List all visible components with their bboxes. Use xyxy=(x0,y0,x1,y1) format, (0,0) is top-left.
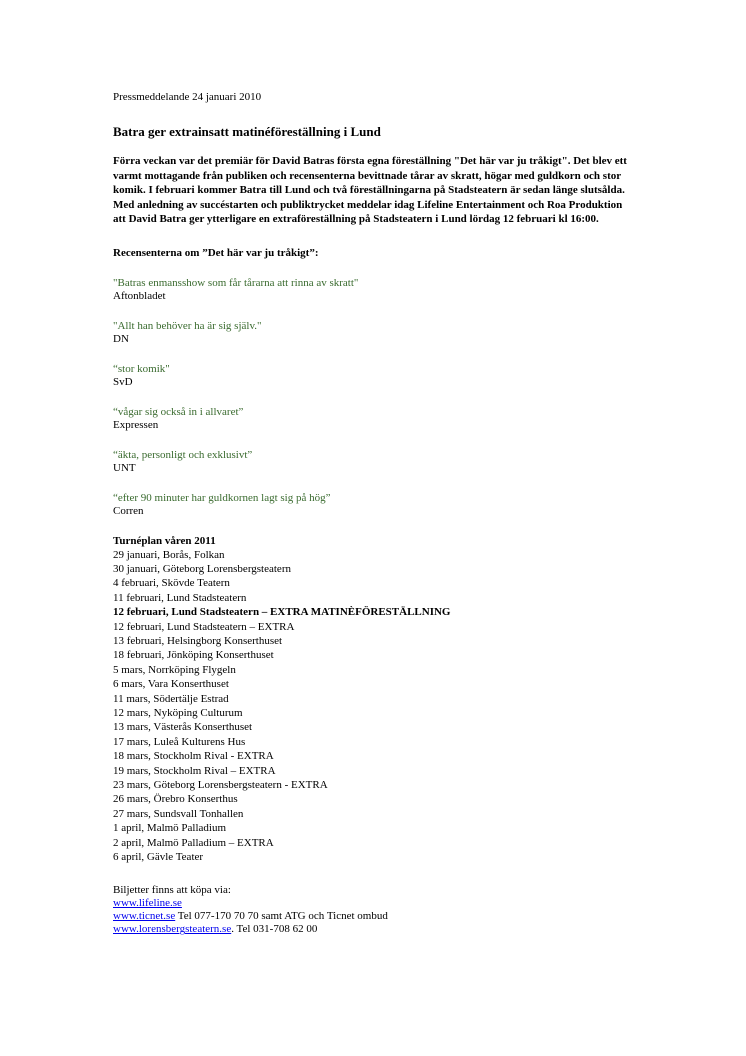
review-item xyxy=(113,449,633,475)
press-release xyxy=(113,91,633,936)
tour-item: 23 mars, Göteborg Lorensbergsteatern - EXTRA xyxy=(113,779,328,791)
tour-item: 19 mars, Stockholm Rival – EXTRA xyxy=(113,764,276,777)
tour-item: 12 februari, Lund Stadsteatern – EXTRA MATINÈFÖRESTÄLLNING xyxy=(113,606,451,619)
review-source: Aftonbladet xyxy=(113,289,166,302)
review-source: Corren xyxy=(113,504,144,517)
tour-item: 2 april, Malmö Palladium – EXTRA xyxy=(113,836,274,849)
ticket-line xyxy=(113,897,633,910)
tickets-section xyxy=(113,884,633,936)
tour-item: 6 april, Gävle Teater xyxy=(113,851,204,864)
reviews-list xyxy=(113,277,633,518)
review-item xyxy=(113,492,633,518)
review-quote: "Allt han behöver ha är sig själv." xyxy=(113,319,262,332)
review-quote: “efter 90 minuter har guldkornen lagt sig på hög” xyxy=(113,491,331,504)
review-source: DN xyxy=(113,332,129,345)
tour-item: 18 februari, Jönköping Konserthuset xyxy=(113,649,274,662)
review-item xyxy=(113,320,633,346)
review-item xyxy=(113,277,633,303)
tour-item: 27 mars, Sundsvall Tonhallen xyxy=(113,807,244,820)
ticket-link[interactable]: www.lorensbergsteatern.se xyxy=(113,923,232,936)
review-quote: "Batras enmansshow som får tårarna att rinna av skratt" xyxy=(113,276,359,289)
review-quote: “stor komik" xyxy=(113,362,170,375)
lead-paragraph: Förra veckan var det premiär för David Batras första egna föreställning "Det här var ju tråkigt". Det blev ett varmt mottagande från publiken och recensenterna bevittnade tårar av skratt, högar med guldkorn och stor komik. I februari kommer Batra till Lund och två föreställningarna på Stadsteatern är sedan länge slutsålda. Med anledning av succéstarten och publiktrycket meddelar idag Lifeline Entertainment och Roa Produktion att David Batra ger ytterligare en extraföreställning på Stadsteatern i Lund lördag 12 februari kl 16:00. xyxy=(113,155,627,225)
tour-item: 1 april, Malmö Palladium xyxy=(113,822,227,835)
tour-item: 13 februari, Helsingborg Konserthuset xyxy=(113,634,283,647)
tour-item: 29 januari, Borås, Folkan xyxy=(113,548,225,561)
ticket-line xyxy=(113,923,633,936)
tour-item: 12 februari, Lund Stadsteatern – EXTRA xyxy=(113,620,295,633)
ticket-line xyxy=(113,910,633,923)
review-item xyxy=(113,363,633,389)
review-item xyxy=(113,406,633,432)
tour-item: 4 februari, Skövde Teatern xyxy=(113,577,230,590)
tour-item: 30 januari, Göteborg Lorensbergsteatern xyxy=(113,562,291,575)
review-source: Expressen xyxy=(113,418,159,431)
tour-item: 11 februari, Lund Stadsteatern xyxy=(113,591,247,604)
tour-item: 12 mars, Nyköping Culturum xyxy=(113,706,243,719)
review-source: UNT xyxy=(113,461,136,474)
tour-item: 5 mars, Norrköping Flygeln xyxy=(113,663,236,676)
tour-item: 26 mars, Örebro Konserthus xyxy=(113,793,238,806)
tour-item: 6 mars, Vara Konserthuset xyxy=(113,678,229,691)
tour-title: Turnéplan våren 2011 xyxy=(113,534,216,547)
reviews-heading: Recensenterna om ”Det här var ju tråkigt”: xyxy=(113,246,319,259)
tour-item: 11 mars, Södertälje Estrad xyxy=(113,692,229,705)
tour-item: 17 mars, Luleå Kulturens Hus xyxy=(113,735,246,748)
tour-list xyxy=(113,548,633,865)
tour-item: 18 mars, Stockholm Rival - EXTRA xyxy=(113,750,274,763)
tickets-intro: Biljetter finns att köpa via: xyxy=(113,884,231,897)
review-quote: “äkta, personligt och exklusivt” xyxy=(113,448,253,461)
ticket-info: Tel 077-170 70 70 samt ATG och Ticnet ombud xyxy=(175,910,388,923)
review-source: SvD xyxy=(113,375,133,388)
ticket-link[interactable]: www.lifeline.se xyxy=(113,897,182,910)
ticket-info: . Tel 031-708 62 00 xyxy=(231,923,318,936)
ticket-link[interactable]: www.ticnet.se xyxy=(113,910,176,923)
review-quote: “vågar sig också in i allvaret” xyxy=(113,405,244,418)
dateline: Pressmeddelande 24 januari 2010 xyxy=(113,91,262,103)
tour-item: 13 mars, Västerås Konserthuset xyxy=(113,721,253,734)
page-title: Batra ger extrainsatt matinéföreställning i Lund xyxy=(113,124,381,139)
